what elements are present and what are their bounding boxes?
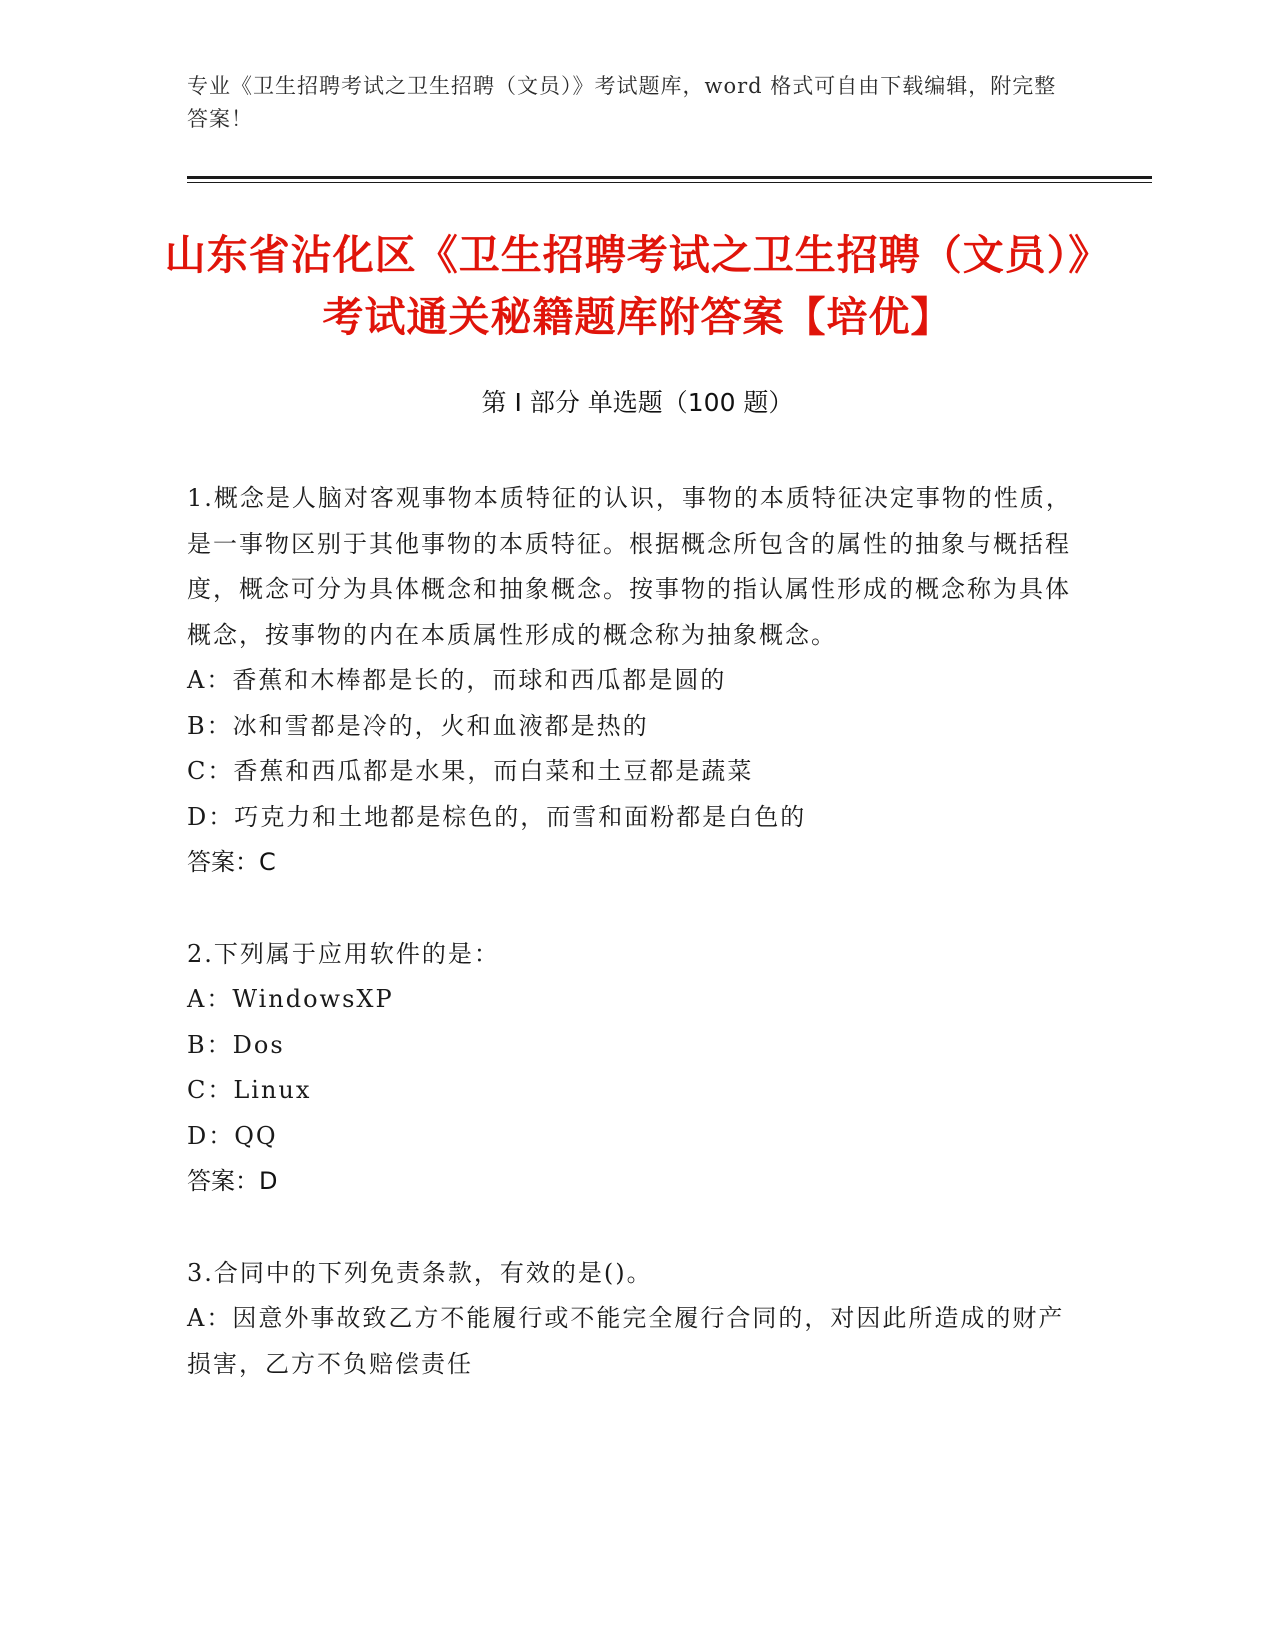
question-stem: 2.下列属于应用软件的是： — [187, 939, 500, 968]
option-b: B：冰和雪都是冷的，火和血液都是热的 — [187, 711, 649, 740]
question-2 — [187, 932, 1077, 1205]
header-rule-thin — [187, 182, 1152, 183]
answer-label: 答案：C — [187, 848, 276, 876]
header-rule-thick — [187, 176, 1152, 179]
option-c: C：香蕉和西瓜都是水果，而白菜和土豆都是蔬菜 — [187, 757, 754, 785]
option-d: D：巧克力和土地都是棕色的，而雪和面粉都是白色的 — [187, 802, 807, 831]
option-d: D：QQ — [187, 1121, 278, 1150]
section-heading: 第 I 部分 单选题（100 题） — [481, 388, 794, 417]
answer-label: 答案：D — [187, 1167, 278, 1195]
question-1 — [187, 476, 1077, 886]
question-3 — [187, 1251, 1077, 1388]
question-stem: 1.概念是人脑对客观事物本质特征的认识，事物的本质特征决定事物的性质，是一事物区别于其他事物的本质特征。根据概念所包含的属性的抽象与概括程度，概念可分为具体概念和抽象概念。按事物的指认属性形成的概念称为具体概念，按事物的内在本质属性形成的概念称为抽象概念。 — [187, 484, 1072, 649]
option-a: A：因意外事故致乙方不能履行或不能完全履行合同的，对因此所造成的财产损害，乙方不负赔偿责任 — [187, 1304, 1065, 1378]
option-b: B：Dos — [187, 1030, 285, 1059]
option-c: C：Linux — [187, 1076, 312, 1104]
question-stem: 3.合同中的下列免责条款，有效的是()。 — [187, 1258, 653, 1287]
option-a: A：香蕉和木棒都是长的，而球和西瓜都是圆的 — [187, 666, 727, 694]
document-title: 山东省沾化区《卫生招聘考试之卫生招聘（文员）》考试通关秘籍题库附答案【培优】 — [164, 231, 1111, 341]
header-note: 专业《卫生招聘考试之卫生招聘（文员）》考试题库，word 格式可自由下载编辑，附完整答案！ — [187, 74, 1057, 131]
option-a: A：WindowsXP — [187, 985, 394, 1013]
question-list — [187, 476, 1077, 1433]
